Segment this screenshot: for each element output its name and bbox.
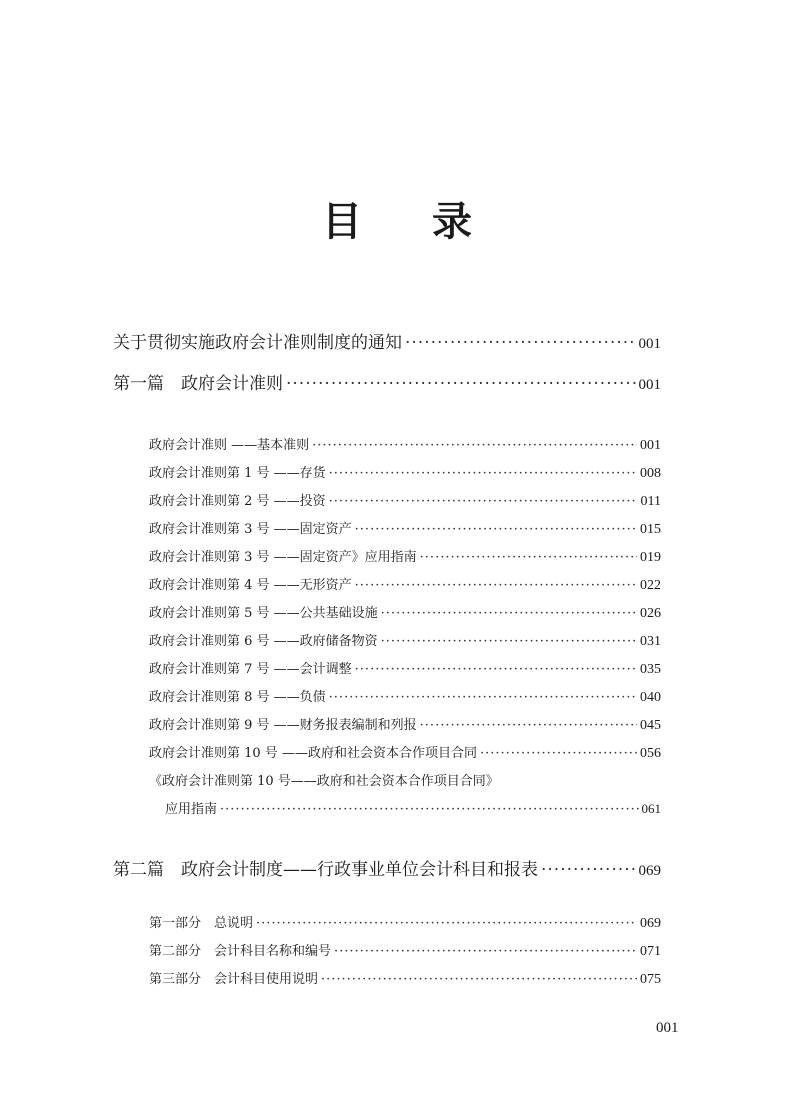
toc-entry-label: 第一部分 总说明 (149, 916, 254, 931)
dot-leader (381, 634, 637, 649)
toc-entry-page: 022 (640, 578, 661, 593)
toc-entry-page: 001 (638, 336, 661, 352)
toc-entry-label: 政府会计准则第 6 号 ——政府储备物资 (149, 634, 378, 649)
toc-entry-label: 政府会计准则第 8 号 ——负债 (149, 690, 326, 705)
toc-entry-label: 政府会计准则第 2 号 ——投资 (149, 494, 326, 509)
toc-entry-page: 056 (640, 746, 661, 761)
toc-entry-label: 第三部分 会计科目使用说明 (149, 972, 319, 987)
toc-entry-part-1[interactable] (113, 369, 661, 394)
toc-entry-basic-standard[interactable] (149, 434, 661, 454)
toc-entry-standard-8[interactable] (149, 686, 661, 706)
toc-entry-label: 第二篇 政府会计制度——行政事业单位会计科目和报表 (113, 860, 538, 880)
dot-leader (541, 860, 636, 880)
toc-entry-standard-6[interactable] (149, 630, 661, 650)
toc-entry-standard-3[interactable] (149, 518, 661, 538)
toc-entry-label: 第二部分 会计科目名称和编号 (149, 944, 332, 959)
title-char-1: 目 (322, 198, 362, 245)
toc-entry-label: 政府会计准则第 3 号 ——固定资产 (149, 522, 352, 537)
toc-entry-page: 045 (640, 718, 661, 733)
dot-leader (321, 972, 637, 987)
toc-entry-label: 第一篇 政府会计准则 (113, 374, 283, 394)
toc-entry-label: 政府会计准则第 7 号 ——会计调整 (149, 662, 352, 677)
toc-entry-page: 008 (640, 466, 661, 481)
dot-leader (355, 662, 637, 677)
toc-entry-label: 政府会计准则第 3 号 ——固定资产》应用指南 (149, 550, 417, 565)
toc-entry-page: 026 (640, 606, 661, 621)
toc-entry-label: 政府会计准则 ——基本准则 (149, 438, 310, 453)
toc-entry-standard-1[interactable] (149, 462, 661, 482)
toc-entry-section-2[interactable] (149, 940, 661, 960)
dot-leader (329, 494, 638, 509)
toc-entry-section-1[interactable] (149, 912, 661, 932)
toc-entry-page: 075 (640, 972, 661, 987)
toc-entry-standard-10-guide-title[interactable]: 《政府会计准则第 10 号——政府和社会资本合作项目合同》 (149, 774, 499, 789)
toc-entry-label: 政府会计准则第 9 号 ——财务报表编制和列报 (149, 718, 417, 733)
dot-leader (355, 522, 637, 537)
toc-entry-standard-5[interactable] (149, 602, 661, 622)
page-number: 001 (656, 1020, 679, 1036)
toc-entry-page: 069 (640, 916, 661, 931)
dot-leader (334, 944, 637, 959)
toc-entry-label: 政府会计准则第 1 号 ——存货 (149, 466, 326, 481)
toc-entry-label: 政府会计准则第 10 号 ——政府和社会资本合作项目合同 (149, 746, 477, 761)
dot-leader (355, 578, 637, 593)
toc-entry-page: 001 (640, 438, 661, 453)
toc-entry-section-3[interactable] (149, 968, 661, 988)
dot-leader (329, 690, 637, 705)
dot-leader (420, 718, 637, 733)
dot-leader (256, 916, 637, 931)
toc-entry-page: 061 (641, 801, 661, 816)
toc-entry-page: 031 (640, 634, 661, 649)
toc-entry-page: 011 (640, 494, 661, 509)
dot-leader (480, 746, 637, 761)
toc-entry-page: 040 (640, 690, 661, 705)
toc-entry-page: 019 (640, 550, 661, 565)
toc-entry-label: 政府会计准则第 4 号 ——无形资产 (149, 578, 352, 593)
dot-leader (329, 466, 637, 481)
toc-entry-standard-4[interactable] (149, 574, 661, 594)
dot-leader (420, 550, 637, 565)
toc-entry-page: 071 (640, 944, 661, 959)
toc-entry-page: 069 (638, 863, 661, 879)
toc-entry-part-2[interactable] (113, 855, 661, 880)
dot-leader (405, 333, 636, 353)
toc-entry-standard-3-guide[interactable] (149, 546, 661, 566)
toc-entry-label: 政府会计准则第 5 号 ——公共基础设施 (149, 606, 378, 621)
toc-entry-page: 015 (640, 522, 661, 537)
toc-entry-label: 应用指南 (165, 802, 218, 817)
toc-entry-page: 035 (640, 662, 661, 677)
toc-entry-page: 001 (638, 377, 661, 393)
toc-entry-standard-7[interactable] (149, 658, 661, 678)
dot-leader (286, 374, 636, 394)
dot-leader (220, 802, 638, 817)
toc-entry-standard-9[interactable] (149, 714, 661, 734)
dot-leader (381, 606, 637, 621)
toc-entry-notice[interactable] (113, 328, 661, 353)
toc-entry-standard-10[interactable] (149, 742, 661, 762)
toc-entry-standard-2[interactable] (149, 490, 661, 510)
title-char-2: 录 (432, 198, 472, 245)
dot-leader (312, 438, 637, 453)
toc-entry-label: 关于贯彻实施政府会计准则制度的通知 (113, 333, 402, 353)
toc-entry-standard-10-guide[interactable] (165, 798, 661, 817)
